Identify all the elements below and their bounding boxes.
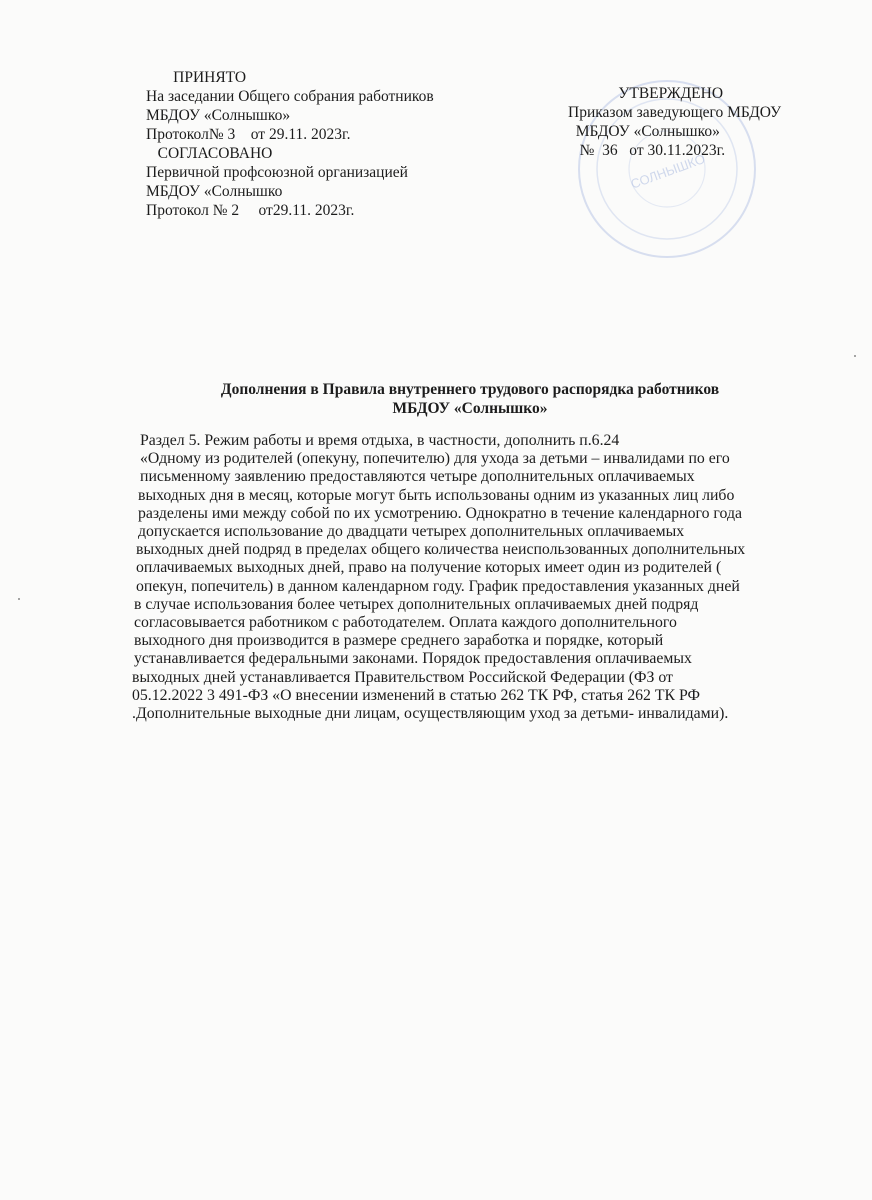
body-line: допускается использование до двадцати четырех дополнительных оплачиваемых xyxy=(138,523,685,541)
left-line: Протокол № 2 от29.11. 2023г. xyxy=(146,202,355,219)
body-line: Раздел 5. Режим работы и время отдыха, в частности, дополнить п.6.24 xyxy=(140,432,620,449)
body-line: выходных дней устанавливается Правительством Российской Федерации (ФЗ от xyxy=(132,668,673,686)
body-line: .Дополнительные выходные дни лицам, осуществляющим уход за детьми- инвалидами). xyxy=(132,705,729,723)
body-line: устанавливается федеральными законами. Порядок предоставления оплачиваемых xyxy=(134,650,692,668)
body-line: выходных дня в месяц, которые могут быть использованы одним из указанных лиц либо xyxy=(138,486,735,504)
body-line: оплачиваемых выходных дней, право на получение которых имеет один из родителей ( xyxy=(136,559,722,577)
seal-text: СОЛНЫШКО xyxy=(628,150,708,192)
left-line: ПРИНЯТО xyxy=(146,69,247,86)
body-line: «Одному из родителей (опекуну, попечителю) для ухода за детьми – инвалидами по его xyxy=(140,450,730,468)
scan-speck xyxy=(18,598,20,600)
scan-speck xyxy=(854,355,856,357)
title-line-1: Дополнения в Правила внутреннего трудового распорядка работников xyxy=(220,381,720,398)
right-line: № 36 от 30.11.2023г. xyxy=(568,142,726,159)
accepted-agreed-block xyxy=(146,68,434,220)
left-line: На заседании Общего собрания работников xyxy=(146,88,434,105)
left-line: СОГЛАСОВАНО xyxy=(146,145,273,162)
left-line: Протокол№ 3 от 29.11. 2023г. xyxy=(146,126,351,143)
left-line: МБДОУ «Солнышко» xyxy=(146,107,291,124)
body-line: выходного дня производится в размере среднего заработка и порядке, который xyxy=(134,632,664,650)
right-line: Приказом заведующего МБДОУ xyxy=(568,104,782,121)
body-line: разделены ими между собой по их усмотрению. Однократно в течение календарного года xyxy=(138,504,743,522)
title-line-2: МБДОУ «Солнышко» xyxy=(392,400,548,417)
body-line: в случае использования более четырех дополнительных оплачиваемых дней подряд xyxy=(134,595,699,613)
document-body xyxy=(132,432,792,723)
body-line: опекун, попечитель) в данном календарном году. График предоставления указанных дней xyxy=(136,577,740,595)
body-line: письменному заявлению предоставляются четыре дополнительных оплачиваемых xyxy=(140,468,695,486)
body-line: выходных дней подряд в пределах общего количества неиспользованных дополнительных xyxy=(136,541,746,559)
document-title xyxy=(190,380,750,418)
left-line: МБДОУ «Солнышко xyxy=(146,183,283,200)
right-line: МБДОУ «Солнышко» xyxy=(568,123,720,140)
left-line: Первичной профсоюзной организацией xyxy=(146,164,408,181)
body-line: 05.12.2022 3 491-ФЗ «О внесении изменений в статью 262 ТК РФ, статья 262 ТК РФ xyxy=(132,686,700,704)
body-line: согласовывается работником с работодателем. Оплата каждого дополнительного xyxy=(134,614,677,632)
right-line: УТВЕРЖДЕНО xyxy=(568,85,724,102)
approved-block xyxy=(568,84,781,160)
